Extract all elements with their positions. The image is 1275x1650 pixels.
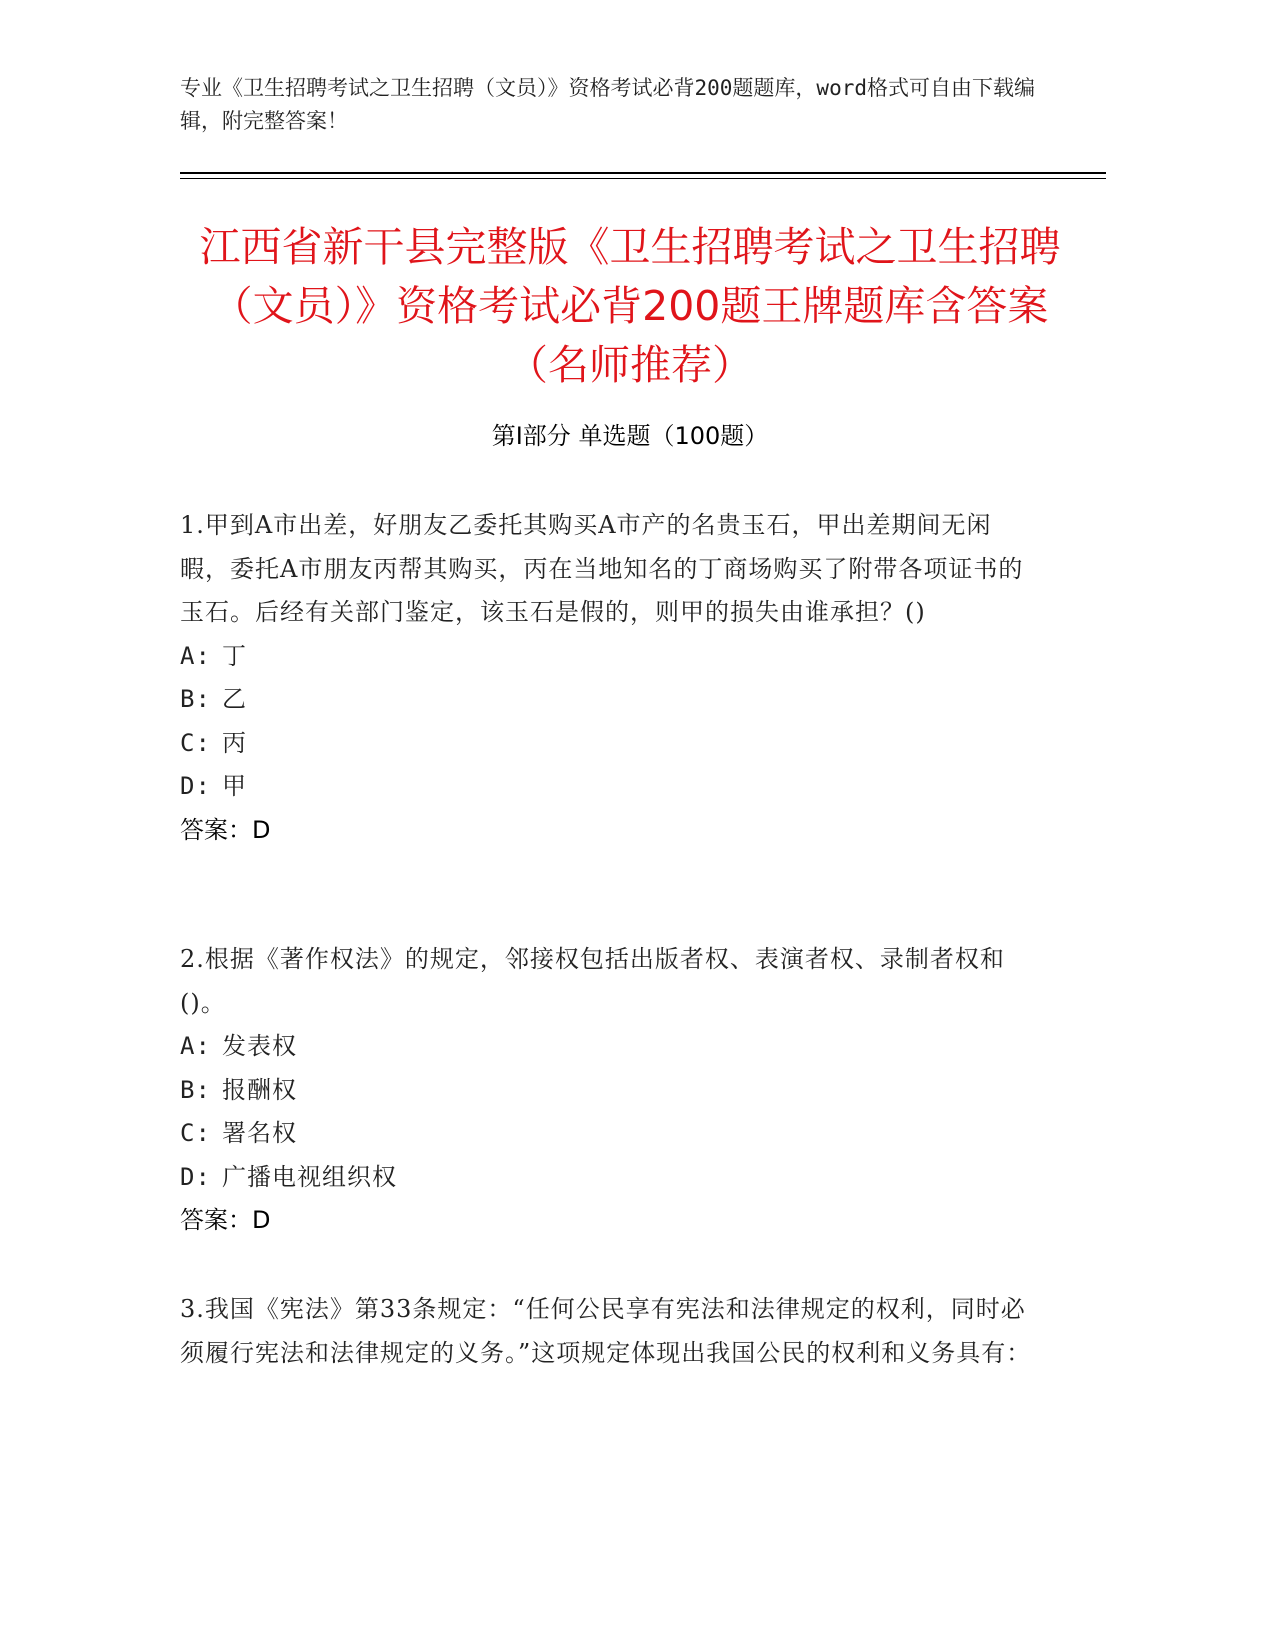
option-a xyxy=(180,1025,1040,1069)
header-rule-thick xyxy=(180,172,1106,174)
option-key: A: xyxy=(180,641,211,670)
question-stem: 1.甲到A市出差，好朋友乙委托其购买A市产的名贵玉石，甲出差期间无闲暇，委托A市朋友丙帮其购买，丙在当地知名的丁商场购买了附带各项证书的玉石。后经有关部门鉴定，该玉石是假的，则甲的损失由谁承担？() xyxy=(180,511,1024,626)
answer-line: 答案：D xyxy=(180,1206,271,1234)
option-a xyxy=(180,635,1040,679)
option-b xyxy=(180,1069,1040,1113)
question-stem: 2.根据《著作权法》的规定，邻接权包括出版者权、表演者权、录制者权和()。 xyxy=(180,945,1005,1017)
option-text: 发表权 xyxy=(222,1032,297,1060)
question-1 xyxy=(180,504,1040,852)
option-b xyxy=(180,678,1040,722)
option-c xyxy=(180,1112,1040,1156)
option-key: B: xyxy=(180,685,211,713)
header-rule-thin xyxy=(180,178,1106,179)
option-key: C: xyxy=(180,728,211,757)
question-3 xyxy=(180,1288,1040,1375)
option-key: B: xyxy=(180,1075,211,1104)
option-d xyxy=(180,765,1040,809)
option-text: 报酬权 xyxy=(222,1075,297,1104)
option-text: 丁 xyxy=(222,641,247,670)
answer-line: 答案：D xyxy=(180,815,271,844)
option-c xyxy=(180,722,1040,766)
question-stem: 3.我国《宪法》第33条规定：“任何公民享有宪法和法律规定的权利，同时必须履行宪法和法律规定的义务。”这项规定体现出我国公民的权利和义务具有： xyxy=(180,1295,1032,1367)
option-key: D: xyxy=(180,772,211,800)
option-d xyxy=(180,1156,1040,1200)
option-key: A: xyxy=(180,1032,211,1060)
question-2 xyxy=(180,938,1040,1243)
option-text: 署名权 xyxy=(222,1119,297,1147)
option-text: 甲 xyxy=(222,772,247,800)
option-text: 乙 xyxy=(222,685,247,713)
option-key: C: xyxy=(180,1119,211,1147)
option-key: D: xyxy=(180,1162,211,1191)
option-text: 丙 xyxy=(222,728,247,757)
option-text: 广播电视组织权 xyxy=(222,1162,397,1191)
header-note: 专业《卫生招聘考试之卫生招聘（文员）》资格考试必背200题题库，word格式可自由下载编辑，附完整答案！ xyxy=(180,76,1035,133)
document-title: 江西省新干县完整版《卫生招聘考试之卫生招聘（文员）》资格考试必背200题王牌题库含答案（名师推荐） xyxy=(199,223,1061,389)
section-heading: 第Ⅰ部分 单选题（100题） xyxy=(491,422,769,450)
